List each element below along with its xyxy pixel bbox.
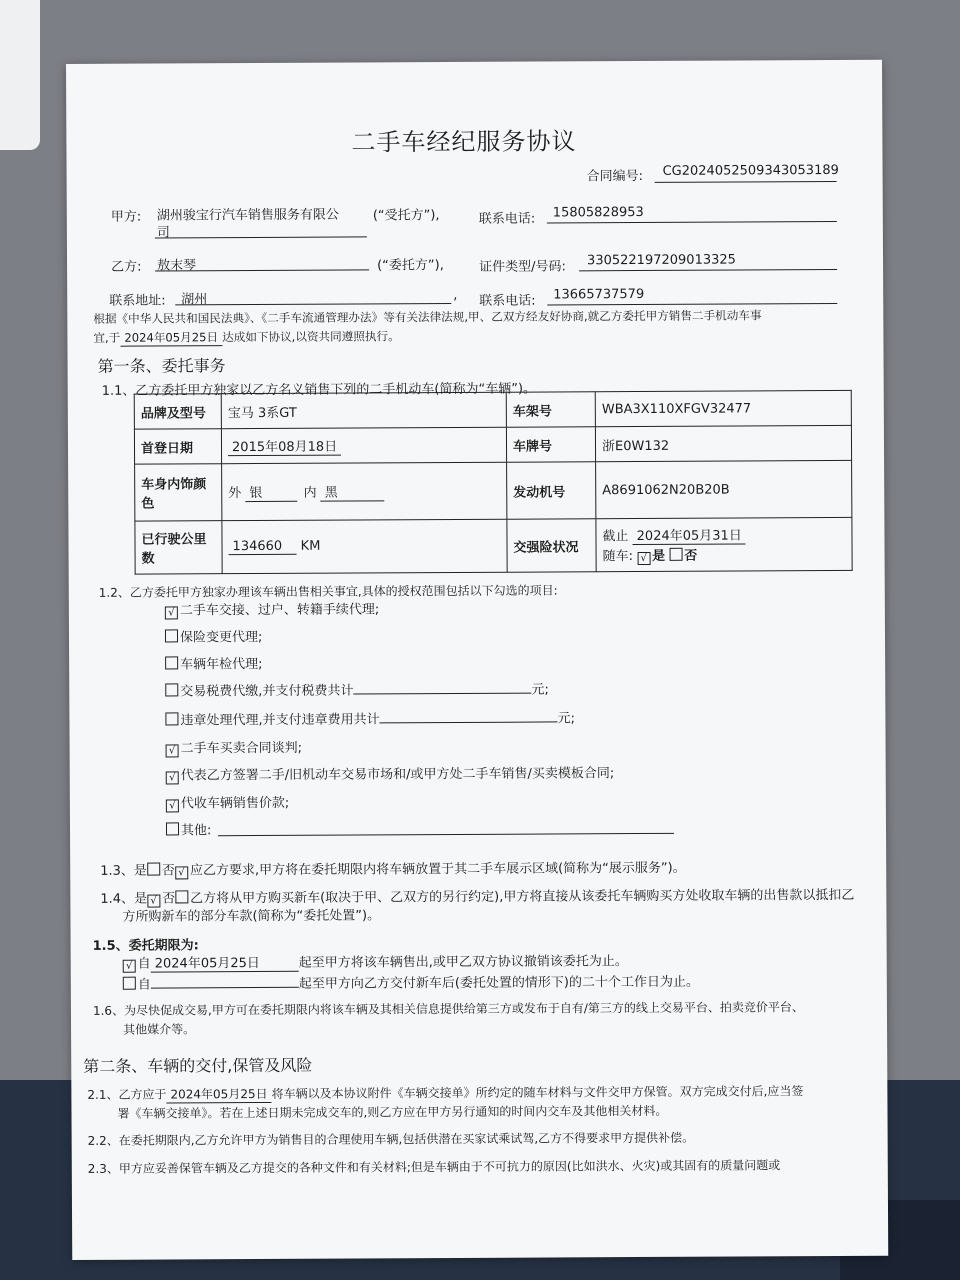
authorization-checkbox[interactable]	[165, 683, 178, 696]
clause-1-3-yes-checkbox[interactable]	[147, 863, 160, 876]
insurance-yes-label: 是	[652, 548, 666, 564]
vin-label: 车架号	[506, 392, 595, 427]
authorization-checkbox[interactable]	[166, 822, 179, 835]
mileage-label	[135, 521, 222, 574]
interior-label: 内	[303, 485, 317, 501]
amount-unit: 元;	[557, 711, 576, 727]
party-b-label: 乙方:	[111, 259, 142, 275]
authorization-item	[166, 762, 615, 784]
insurance-no-checkbox[interactable]	[669, 548, 682, 561]
authorization-checkbox[interactable]: √	[166, 799, 179, 812]
plate-label: 车牌号	[506, 427, 595, 462]
engine-value: A8691062N20B20B	[596, 460, 852, 518]
insurance-cell	[596, 517, 852, 571]
clause-1-2-intro: 1.2、乙方委托甲方独家办理该车辆出售相关事宜,具体的授权范围包括以下勾选的项目:	[98, 583, 558, 600]
preamble-text-a: 宜,于	[93, 330, 121, 345]
clause-1-4-line2: 方所购新车的部分车款(简称为“委托处置”)。	[122, 908, 381, 925]
term-option-1-checkbox[interactable]: √	[123, 960, 136, 973]
address-value: 湖州	[181, 292, 208, 308]
address-underline	[175, 303, 451, 305]
party-b-name: 敖末琴	[157, 258, 197, 274]
clause-1-4-prefix: 1.4、是	[100, 891, 148, 907]
clause-2-1-line1	[87, 1082, 803, 1104]
clause-1-4-no-label: 否	[162, 891, 176, 907]
exterior-color: 银	[245, 482, 297, 502]
clause-2-1-a: 2.1、乙方应于	[87, 1087, 167, 1102]
mileage-unit: KM	[300, 538, 321, 554]
table-row	[135, 460, 852, 521]
amount-blank	[380, 707, 558, 723]
insurance-label: 交强险状况	[507, 519, 596, 572]
party-a-label: 甲方:	[110, 209, 142, 225]
party-a-role: (“受托方”),	[372, 208, 440, 224]
authorization-item-label: 二手车交接、过户、转籍手续代理;	[179, 602, 380, 619]
authorization-item	[165, 707, 575, 728]
party-a-phone-label: 联系电话:	[478, 211, 536, 227]
engine-label: 发动机号	[507, 462, 596, 519]
term-start-date: 2024年05月25日	[151, 952, 299, 973]
plate-value: 浙E0W132	[595, 425, 851, 461]
authorization-checkbox[interactable]	[165, 656, 178, 669]
contract-page	[66, 60, 888, 1260]
term-option-2-from: 自	[137, 977, 151, 993]
clause-1-4-line1	[100, 884, 854, 908]
brand-label: 品牌及型号	[134, 394, 221, 429]
insurance-until-date: 2024年05月31日	[633, 524, 746, 545]
reg-date-label: 首登日期	[134, 429, 221, 464]
party-b-role: (“委托方”),	[377, 258, 444, 274]
clause-1-4-yes-checkbox[interactable]: √	[147, 895, 160, 908]
brand-value: 宝马 3系GT	[221, 392, 506, 428]
with-car-label: 随车:	[602, 549, 634, 565]
clause-2-2: 2.2、在委托期限内,乙方允许甲方为销售目的合理使用车辆,包括供潜在买家试乘试驾,乙方不得要求甲方提供补偿。	[87, 1130, 695, 1148]
section-2-title: 第二条、车辆的交付,保管及风险	[83, 1055, 313, 1076]
interior-color: 黑	[321, 481, 385, 501]
authorization-item	[165, 653, 262, 673]
address-comma: ,	[453, 287, 458, 303]
clause-1-5-title: 1.5、委托期限为:	[92, 938, 199, 954]
party-b-phone: 13665737579	[553, 286, 645, 303]
table-row	[134, 425, 851, 464]
term-option-2-blank	[151, 973, 299, 989]
background-sheet	[0, 0, 40, 150]
authorization-checkbox[interactable]	[165, 712, 178, 725]
authorization-checkbox[interactable]: √	[165, 606, 178, 619]
preamble-line2	[93, 328, 399, 347]
party-b-phone-underline	[547, 303, 837, 306]
term-option-2-text: 起至甲方向乙方交付新车后(委托处置的情形下)的二十个工作日为止。	[298, 974, 700, 992]
authorization-item	[166, 819, 211, 838]
reg-date-cell	[221, 427, 506, 463]
preamble-text-b: 达成如下协议,以资共同遵照执行。	[222, 329, 400, 345]
reg-date-value: 2015年08月18日	[228, 436, 341, 457]
authorization-item	[165, 678, 549, 699]
table-row	[134, 390, 851, 429]
clause-1-3-text: 应乙方要求,甲方将在委托期限内将车辆放置于其二手车展示区域(简称为“展示服务”)。	[189, 860, 686, 879]
term-option-1	[123, 950, 628, 973]
clause-1-3	[100, 857, 686, 880]
amount-unit: 元;	[531, 682, 549, 698]
contract-number-underline	[655, 181, 837, 183]
section-1-title: 第一条、委托事务	[97, 356, 226, 376]
party-a-phone: 15805828953	[552, 204, 644, 221]
clause-1-3-no-checkbox[interactable]: √	[175, 866, 188, 879]
authorization-item	[165, 598, 379, 619]
party-b-id-underline	[579, 269, 837, 271]
authorization-checkbox[interactable]: √	[166, 771, 179, 784]
authorization-item	[166, 792, 289, 813]
delivery-date: 2024年05月25日	[166, 1085, 271, 1104]
authorization-item	[165, 626, 262, 646]
party-a-phone-underline	[547, 221, 837, 224]
clause-1-4-text: 乙方将从甲方购买新车(取决于甲、乙双方的另行约定),甲方将直接从该委托车辆购买方处收取车辆的出售款以抵扣乙	[190, 887, 855, 907]
mileage-value: 134660	[228, 539, 296, 555]
authorization-item-label: 代收车辆销售价款;	[180, 795, 290, 812]
authorization-checkbox[interactable]: √	[166, 744, 179, 757]
insurance-no-label: 否	[684, 548, 698, 564]
authorization-item-label: 其他:	[180, 823, 212, 839]
preamble-line1: 根据《中华人民共和国民法典》、《二手车流通管理办法》等有关法律法规,甲、乙双方经友好协商,就乙方委托甲方销售二手机动车事	[93, 308, 762, 326]
clause-2-1-line2: 署《车辆交接单》。若在上述日期未完成交车的,则乙方应在甲方另行通知的时间内交车及其他相关材料。	[117, 1103, 668, 1121]
mileage-label-line1: 已行驶公里	[141, 532, 207, 548]
authorization-item-label: 交易税费代缴,并支付税费共计	[180, 683, 354, 700]
clause-2-3: 2.3、甲方应妥善保管车辆及乙方提交的各种文件和有关材料;但是车辆由于不可抗力的原因(比如洪水、火灾)或其固有的质量问题或	[87, 1158, 781, 1176]
authorization-item-label: 车辆年检代理;	[180, 656, 263, 673]
mileage-label-line2: 数	[141, 551, 155, 567]
color-label	[135, 464, 222, 521]
color-cell	[222, 462, 507, 520]
insurance-until-label: 截止	[602, 529, 629, 545]
clause-1-3-no-label: 否	[161, 863, 175, 879]
term-option-2-checkbox[interactable]	[123, 977, 136, 990]
clause-1-3-prefix: 1.3、是	[100, 863, 147, 879]
term-option-2	[123, 971, 699, 993]
amount-blank	[353, 679, 531, 695]
clause-1-6-line1: 1.6、为尽快促成交易,甲方可在委托期限内将该车辆及其相关信息提供给第三方或发布于自有/第三方的线上交易平台、拍卖竞价平台、	[92, 1000, 804, 1018]
mileage-cell	[222, 519, 507, 573]
authorization-checkbox[interactable]	[165, 629, 178, 642]
vehicle-info-table	[134, 390, 853, 575]
term-option-1-text: 起至甲方将该车辆售出,或甲乙双方协议撤销该委托为止。	[298, 954, 628, 971]
authorization-item-label: 违章处理代理,并支付违章费用共计	[180, 712, 380, 729]
clause-1-6-line2: 其他媒介等。	[123, 1022, 196, 1037]
clause-2-1-b: 将车辆以及本协议附件《车辆交接单》所约定的随车材料与文件交甲方保管。双方完成交付后,应当签	[271, 1084, 804, 1101]
party-a-name-line2: 司	[156, 225, 170, 241]
table-row	[135, 517, 852, 574]
authorization-item-label: 二手车买卖合同谈判;	[180, 740, 303, 757]
authorization-item-label: 保险变更代理;	[179, 629, 263, 646]
color-label-line2: 色	[141, 496, 155, 512]
party-a-underline	[155, 236, 367, 238]
clause-1-1: 1.1、乙方委托甲方独家以乙方名义销售下列的二手机动车(简称为“车辆”)。	[101, 381, 537, 399]
authorization-item	[166, 737, 302, 758]
color-label-line1: 车身内饰颜	[141, 477, 207, 493]
party-b-id-number: 330522197209013325	[586, 252, 736, 269]
agreement-date: 2024年05月25日	[120, 329, 222, 347]
contract-number-label: 合同编号:	[586, 168, 644, 185]
contract-number: CG2024052509343053189	[662, 162, 839, 179]
term-option-1-from: 自	[137, 956, 151, 972]
party-b-phone-label: 联系电话:	[479, 293, 536, 309]
vin-value: WBA3X110XFGV32477	[595, 390, 851, 426]
exterior-label: 外	[228, 486, 242, 502]
other-underline	[218, 833, 674, 836]
document-title: 二手车经纪服务协议	[351, 127, 577, 157]
party-b-id-label: 证件类型/号码:	[479, 259, 566, 275]
party-b-underline	[155, 269, 369, 271]
party-a-name-line1: 湖州骏宝行汽车销售服务有限公	[156, 207, 339, 224]
address-label: 联系地址:	[109, 293, 166, 309]
insurance-yes-checkbox[interactable]: √	[637, 552, 650, 565]
authorization-item-label: 代表乙方签署二手/旧机动车交易市场和/或甲方处二手车销售/买卖模板合同;	[180, 766, 615, 784]
clause-1-4-no-checkbox[interactable]	[175, 890, 188, 903]
